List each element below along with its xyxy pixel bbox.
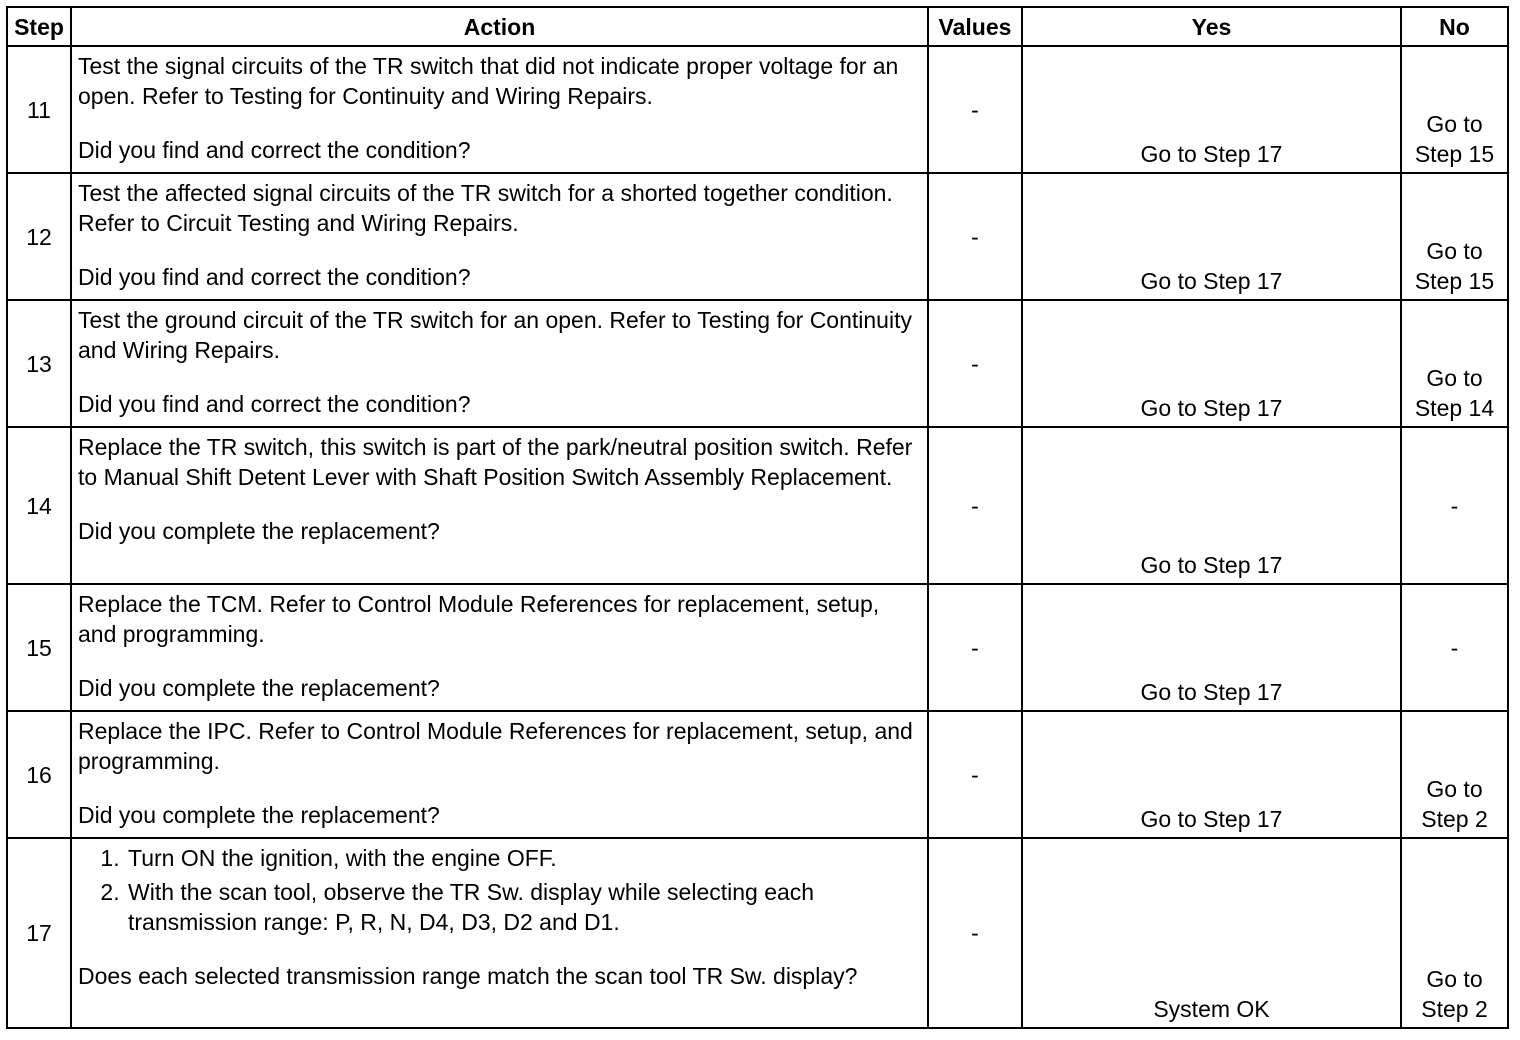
list-item: 2. With the scan tool, observe the TR Sw. display while selecting each transmission range: P, R, N, D4, D3, D2 and D1. — [126, 877, 921, 937]
list-item: 1. Turn ON the ignition, with the engine OFF. — [126, 843, 921, 873]
procedure-list — [78, 843, 921, 937]
step-number: 17 — [7, 838, 71, 1028]
action-cell — [71, 427, 928, 584]
action-text: Replace the TCM. Refer to Control Module References for replacement, setup, and programming. — [78, 591, 880, 647]
action-question: Did you complete the replacement? — [78, 675, 440, 701]
action-question: Did you complete the replacement? — [78, 802, 440, 828]
action-text: Replace the TR switch, this switch is part of the park/neutral position switch. Refer to Manual Shift Detent Lever with Shaft Position Switch Assembly Replacement. — [78, 434, 913, 490]
no-line: Go to — [1426, 238, 1483, 264]
table-row — [7, 173, 1508, 300]
action-text: Replace the IPC. Refer to Control Module References for replacement, setup, and programming. — [78, 718, 913, 774]
no-line: Step 2 — [1421, 996, 1488, 1022]
header-row — [7, 7, 1508, 46]
action-text: Test the ground circuit of the TR switch for an open. Refer to Testing for Continuity and Wiring Repairs. — [78, 307, 912, 363]
no-line: Go to — [1426, 776, 1483, 802]
no-cell — [1401, 46, 1508, 173]
no-cell — [1401, 711, 1508, 838]
action-question: Does each selected transmission range match the scan tool TR Sw. display? — [78, 963, 858, 989]
yes-cell: Go to Step 17 — [1022, 584, 1401, 711]
values-cell: - — [928, 427, 1022, 584]
no-cell — [1401, 838, 1508, 1028]
no-line: Step 2 — [1421, 806, 1488, 832]
no-cell — [1401, 300, 1508, 427]
yes-cell: Go to Step 17 — [1022, 300, 1401, 427]
no-line: Step 15 — [1414, 268, 1495, 294]
header-yes: Yes — [1022, 7, 1401, 46]
table-row — [7, 46, 1508, 173]
action-cell — [71, 46, 928, 173]
action-cell — [71, 711, 928, 838]
action-text: Test the signal circuits of the TR switch that did not indicate proper voltage for an open. Refer to Testing for Continuity and Wiring Repairs. — [78, 53, 899, 109]
action-text: Test the affected signal circuits of the TR switch for a shorted together condition. Refer to Circuit Testing and Wiring Repairs. — [78, 180, 893, 236]
values-cell: - — [928, 46, 1022, 173]
yes-cell: Go to Step 17 — [1022, 711, 1401, 838]
header-no: No — [1401, 7, 1508, 46]
step-number: 14 — [7, 427, 71, 584]
values-cell: - — [928, 584, 1022, 711]
action-cell — [71, 838, 928, 1028]
no-line: Go to — [1426, 365, 1483, 391]
values-cell: - — [928, 711, 1022, 838]
action-question: Did you find and correct the condition? — [78, 391, 471, 417]
action-cell — [71, 300, 928, 427]
no-cell — [1401, 173, 1508, 300]
action-question: Did you complete the replacement? — [78, 518, 440, 544]
action-cell — [71, 173, 928, 300]
values-cell: - — [928, 300, 1022, 427]
no-line: Step 14 — [1414, 395, 1495, 421]
table-row — [7, 711, 1508, 838]
no-cell: - — [1401, 427, 1508, 584]
table-row — [7, 584, 1508, 711]
yes-cell: Go to Step 17 — [1022, 427, 1401, 584]
step-number: 13 — [7, 300, 71, 427]
table-row — [7, 300, 1508, 427]
step-number: 12 — [7, 173, 71, 300]
no-line: Go to — [1426, 966, 1483, 992]
action-question: Did you find and correct the condition? — [78, 264, 471, 290]
step-number: 11 — [7, 46, 71, 173]
table-row — [7, 838, 1508, 1028]
no-line: Step 15 — [1414, 141, 1495, 167]
yes-cell: Go to Step 17 — [1022, 173, 1401, 300]
table-row — [7, 427, 1508, 584]
step-number: 16 — [7, 711, 71, 838]
values-cell: - — [928, 838, 1022, 1028]
yes-cell: Go to Step 17 — [1022, 46, 1401, 173]
header-values: Values — [928, 7, 1022, 46]
values-cell: - — [928, 173, 1022, 300]
diagnostic-table — [6, 6, 1509, 1029]
yes-cell: System OK — [1022, 838, 1401, 1028]
no-line: Go to — [1426, 111, 1483, 137]
header-step: Step — [7, 7, 71, 46]
header-action: Action — [71, 7, 928, 46]
action-cell — [71, 584, 928, 711]
action-question: Did you find and correct the condition? — [78, 137, 471, 163]
no-cell: - — [1401, 584, 1508, 711]
step-number: 15 — [7, 584, 71, 711]
